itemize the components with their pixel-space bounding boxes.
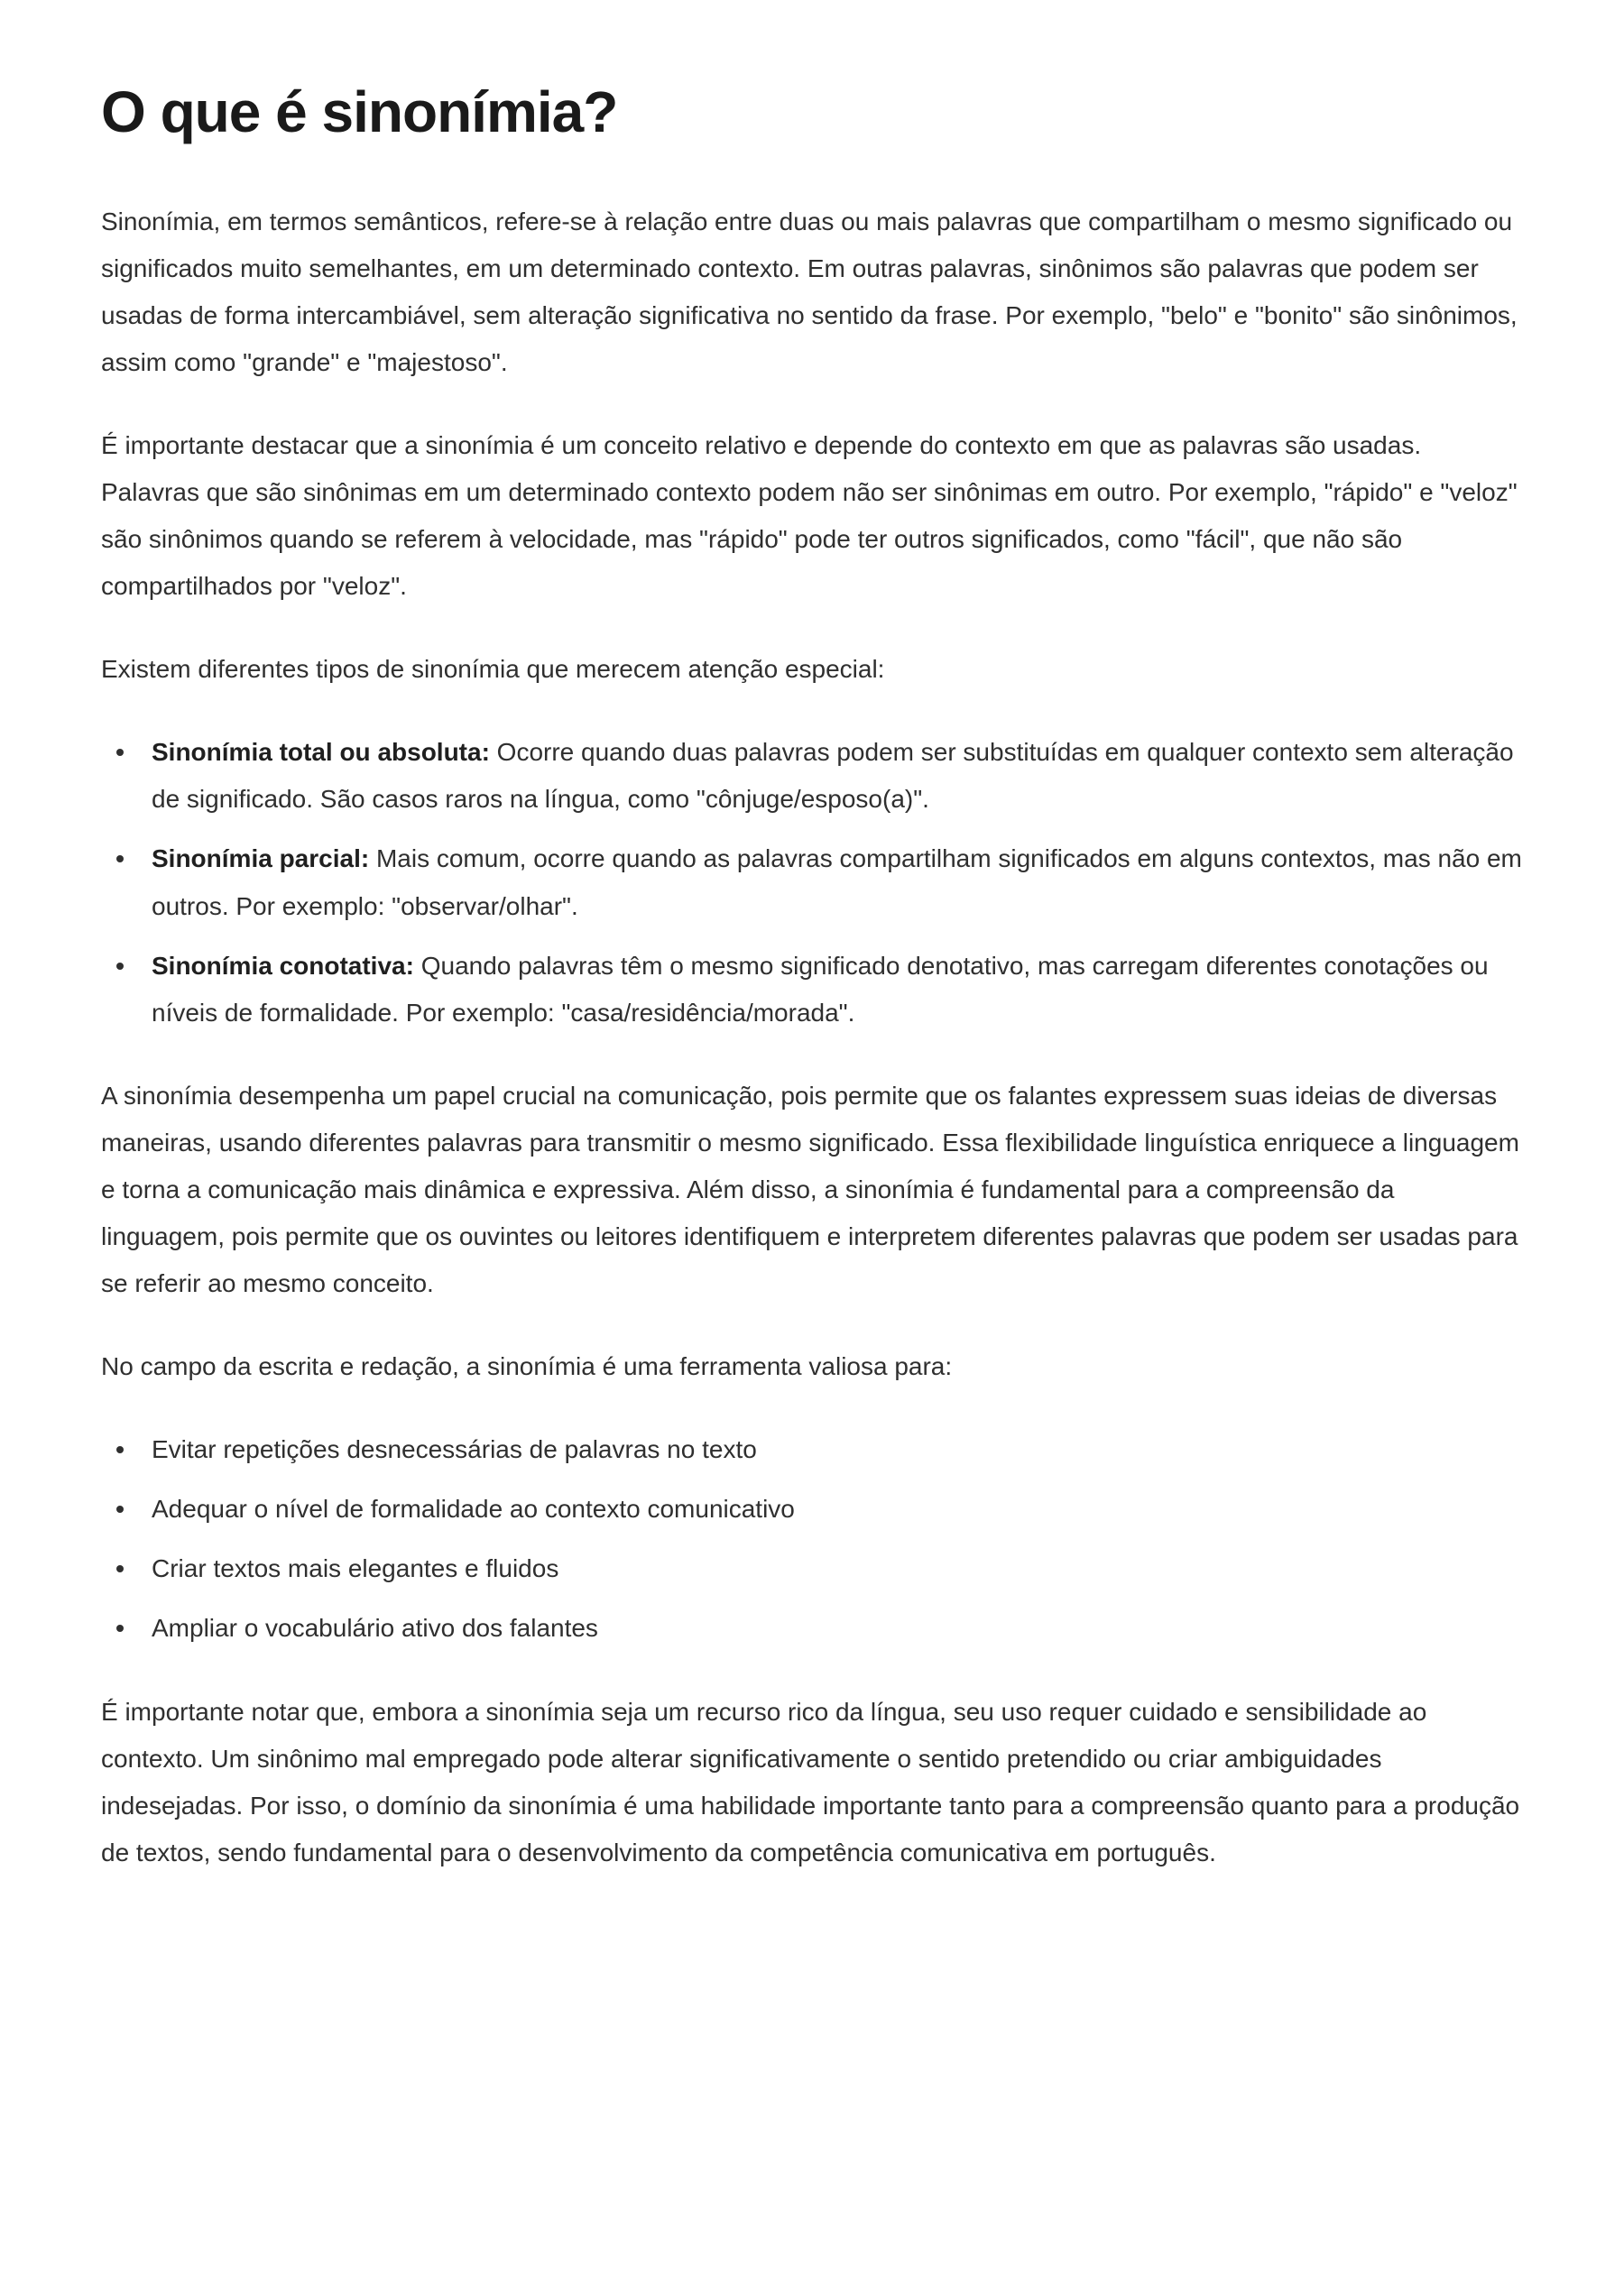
paragraph-closing: É importante notar que, embora a sinonímia seja um recurso rico da língua, seu uso requer cuidado e sensibilidade ao contexto. Um sinônimo mal empregado pode alterar significativamente o sentido pretendido ou criar ambiguidades indesejadas. Por isso, o domínio da sinonímia é uma habilidade importante tanto para a compreensão quanto para a produção de textos, sendo fundamental para o desenvolvimento da competência comunicativa em português.: [101, 1697, 1520, 1866]
list-item-elegant-texts: [101, 1545, 1523, 1592]
list-item-text: Adequar o nível de formalidade ao contexto comunicativo: [152, 1495, 795, 1524]
bullet-icon: [116, 855, 124, 862]
list-item-text: Evitar repetições desnecessárias de palavras no texto: [152, 1435, 757, 1464]
bullet-icon: [116, 963, 124, 970]
bullet-icon: [116, 1625, 124, 1632]
synonymy-types-list: [101, 729, 1523, 1036]
paragraph-communication: A sinonímia desempenha um papel crucial na comunicação, pois permite que os falantes expressem suas ideias de diversas maneiras, usando diferentes palavras para transmitir o mesmo significado. Essa flexibilidade linguística enriquece a linguagem e torna a comunicação mais dinâmica e expressiva. Além disso, a sinonímia é fundamental para a compreensão da linguagem, pois permite que os ouvintes ou leitores identifiquem e interpretem diferentes palavras que podem ser usadas para se referir ao mesmo conceito.: [101, 1081, 1519, 1298]
article-content: [101, 79, 1523, 1876]
list-item-description: Quando palavras têm o mesmo significado denotativo, mas carregam diferentes conotações ou níveis de formalidade. Por exemplo: "casa/residência/morada".: [152, 951, 1489, 1027]
paragraph-writing-intro: No campo da escrita e redação, a sinonímia é uma ferramenta valiosa para:: [101, 1352, 953, 1381]
benefits-list: [101, 1426, 1523, 1652]
list-item-term: Sinonímia total ou absoluta:: [152, 738, 490, 767]
list-item-description: Mais comum, ocorre quando as palavras compartilham significados em alguns contextos, mas não em outros. Por exemplo: "observar/olhar".: [152, 844, 1522, 920]
page-title: O que é sinonímia?: [101, 79, 618, 144]
list-item-formality-level: [101, 1486, 1523, 1533]
list-item-text: Ampliar o vocabulário ativo dos falantes: [152, 1614, 598, 1643]
list-item-term: Sinonímia conotativa:: [152, 951, 414, 980]
list-item-synonymy-total: [101, 729, 1523, 823]
bullet-icon: [116, 749, 124, 756]
list-item-synonymy-partial: [101, 835, 1523, 929]
paragraph-intro: Sinonímia, em termos semânticos, refere-se à relação entre duas ou mais palavras que compartilham o mesmo significado ou significados muito semelhantes, em um determinado contexto. Em outras palavras, sinônimos são palavras que podem ser usadas de forma intercambiável, sem alteração significativa no sentido da frase. Por exemplo, "belo" e "bonito" são sinônimos, assim como "grande" e "majestoso".: [101, 207, 1518, 376]
bullet-icon: [116, 1506, 124, 1513]
list-item-term: Sinonímia parcial:: [152, 844, 370, 873]
bullet-icon: [116, 1446, 124, 1453]
list-item-synonymy-connotative: [101, 943, 1523, 1037]
paragraph-context: É importante destacar que a sinonímia é um conceito relativo e depende do contexto em que as palavras são usadas. Palavras que são sinônimas em um determinado contexto podem não ser sinônimas em outro. Por exemplo, "rápido" e "veloz" são sinônimos quando se referem à velocidade, mas "rápido" pode ter outros significados, como "fácil", que não são compartilhados por "veloz".: [101, 430, 1518, 601]
list-item-expand-vocabulary: [101, 1605, 1523, 1652]
bullet-icon: [116, 1565, 124, 1572]
list-item-text: Criar textos mais elegantes e fluidos: [152, 1554, 559, 1583]
list-item-description: Ocorre quando duas palavras podem ser substituídas em qualquer contexto sem alteração de significado. São casos raros na língua, como "cônjuge/esposo(a)".: [152, 738, 1514, 814]
list-item-avoid-repetition: [101, 1426, 1523, 1473]
paragraph-types-intro: Existem diferentes tipos de sinonímia que merecem atenção especial:: [101, 655, 885, 684]
